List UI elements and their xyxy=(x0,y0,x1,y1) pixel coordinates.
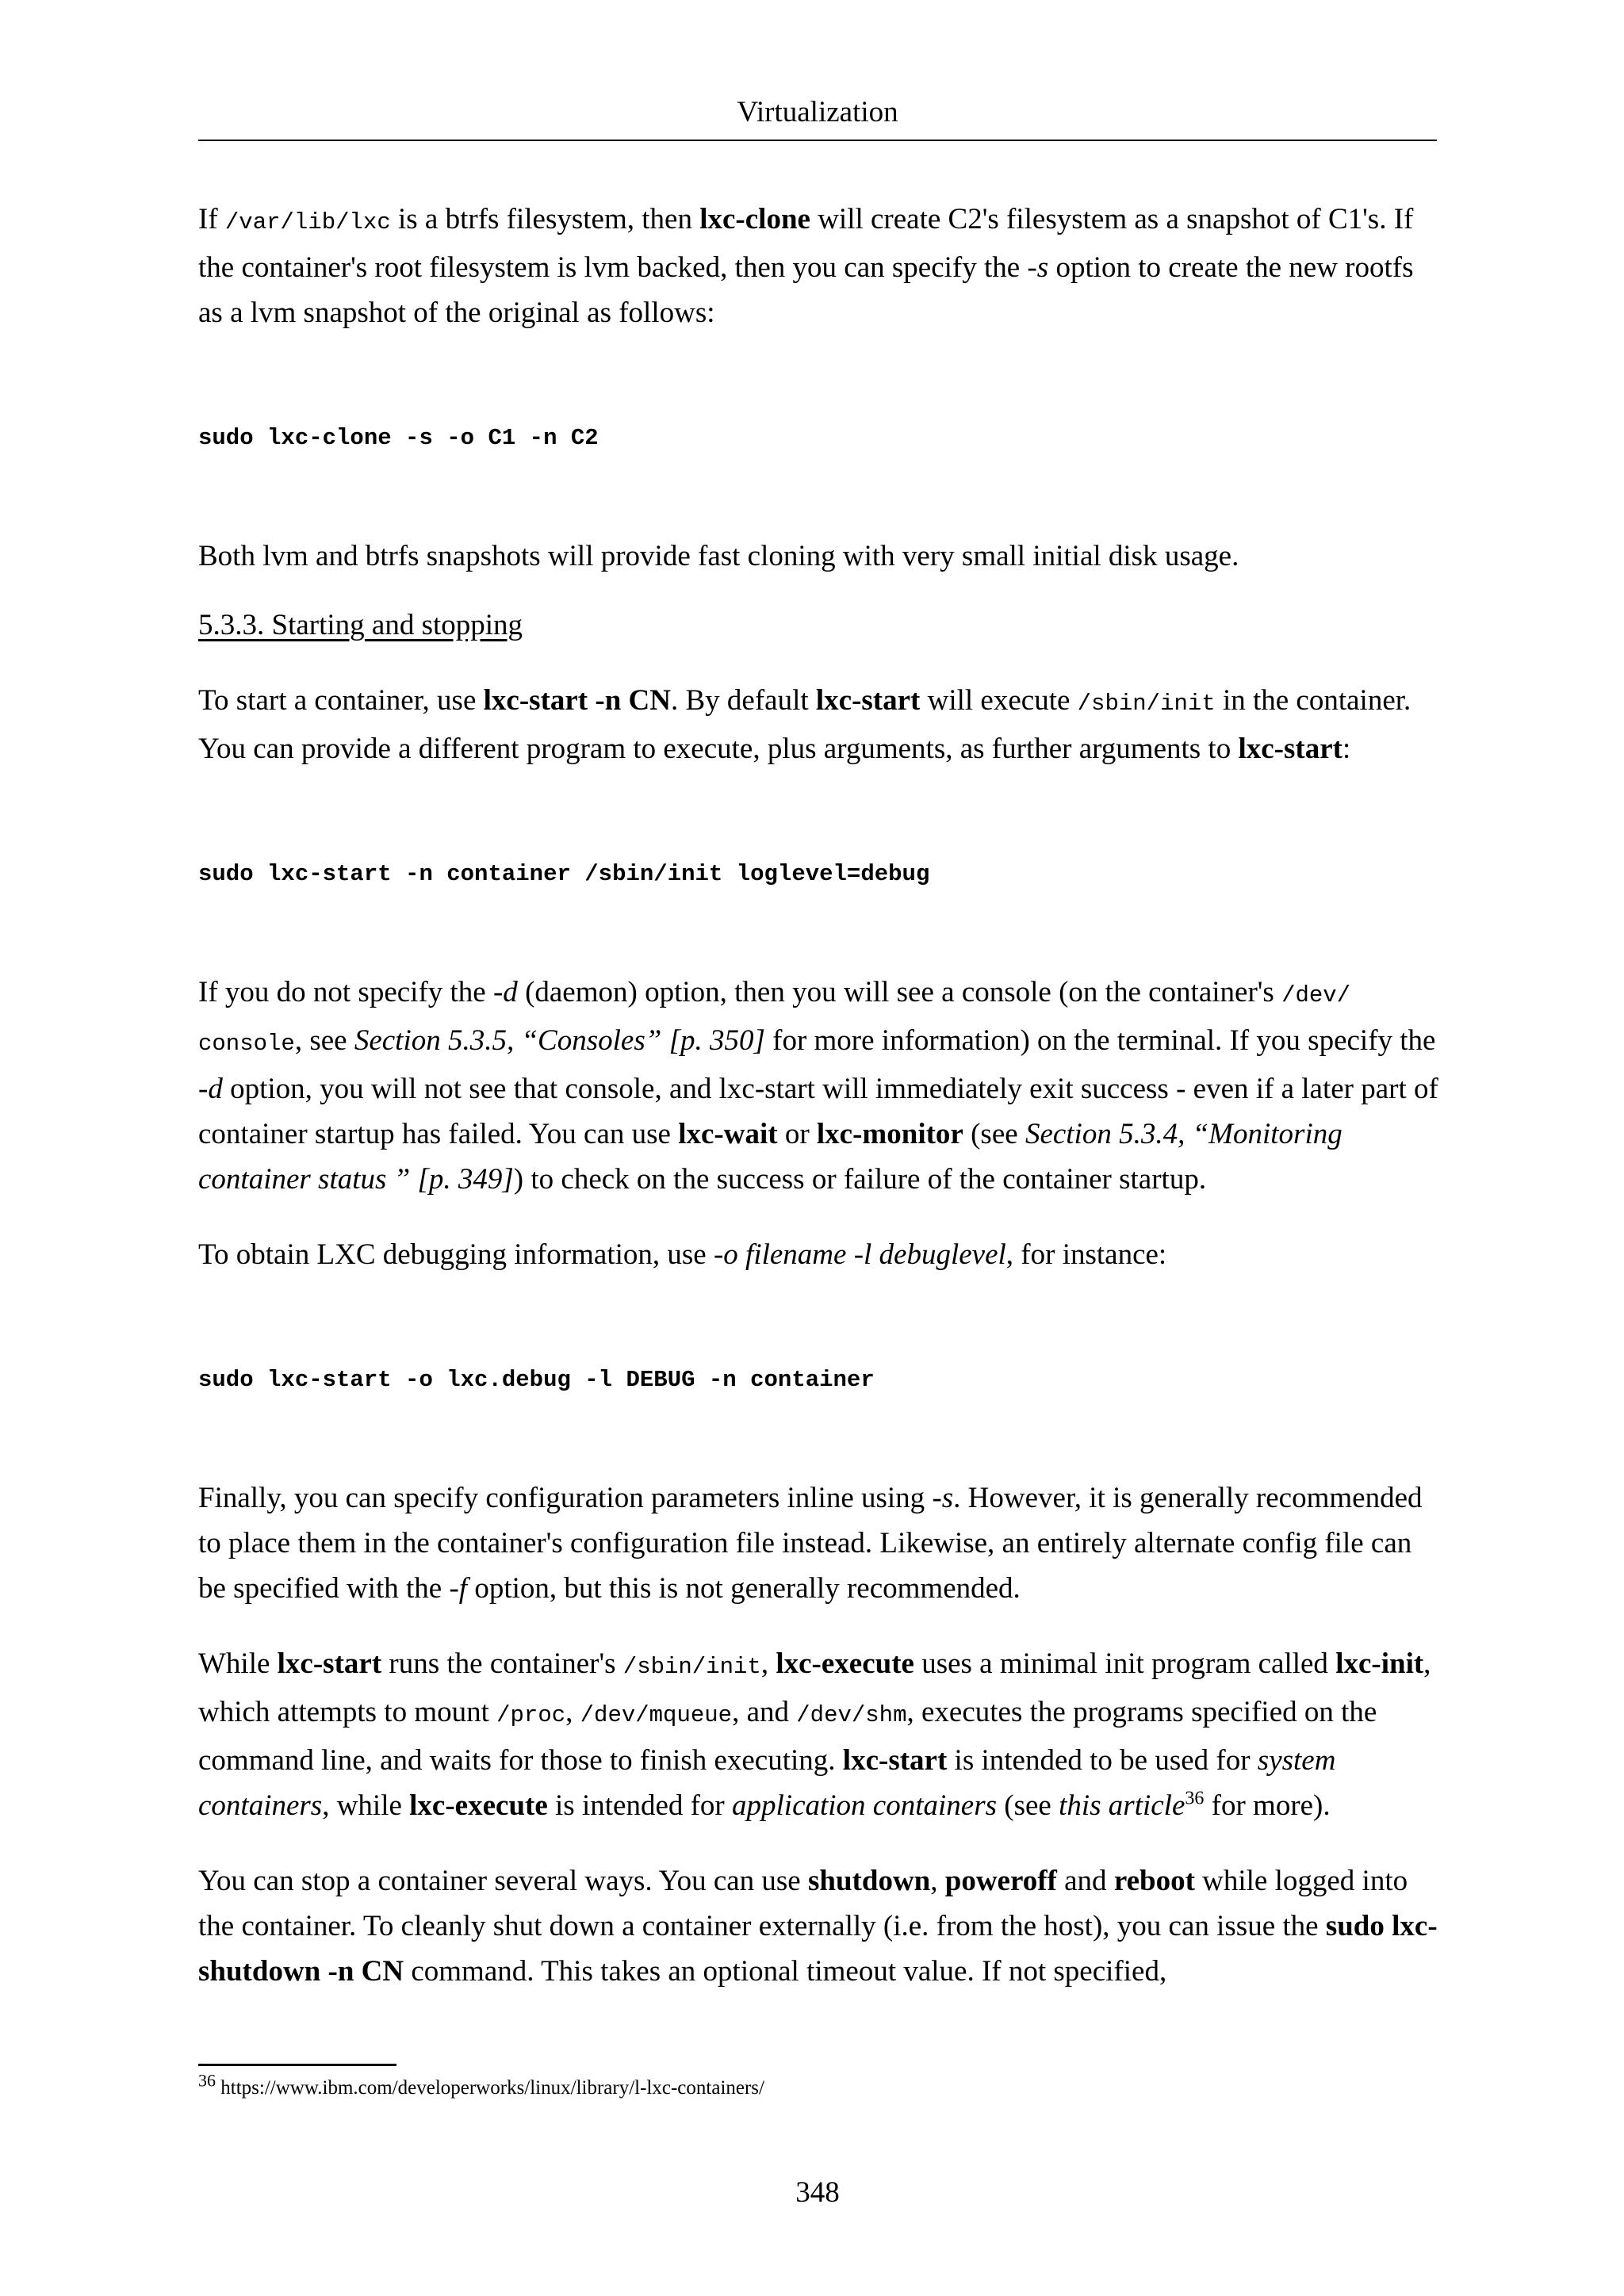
command-lxc-start-n-cn: lxc-start -n CN xyxy=(483,684,671,717)
term-application-containers: application containers xyxy=(732,1789,998,1822)
path-dev-mqueue: /dev/mqueue xyxy=(580,1702,733,1728)
code-block-lxc-clone: sudo lxc-clone -s -o C1 -n C2 xyxy=(198,425,599,451)
paragraph-snapshots: Both lvm and btrfs snapshots will provide fast cloning with very small initial disk usage. xyxy=(198,540,1239,572)
command-lxc-start-4: lxc-start xyxy=(842,1744,948,1777)
cross-reference-consoles[interactable]: Section 5.3.5, “Consoles” [p. 350] xyxy=(354,1024,765,1057)
command-lxc-clone: lxc-clone xyxy=(699,203,810,235)
paragraph-daemon-option: If you do not specify the -d (daemon) option, then you will see a console (on the container's /dev/ console, see Section 5.3.5, “Consoles” [p. 350] for more information) on the terminal. If you specify the -d option, you will not see that console, and lxc-start will immediately exit success - even if a later part of container startup has failed. You can use lxc-wait or lxc-monitor (see Section 5.3.4, “Monitoring container status ” [p. 349]) to check on the success or failure of the container startup. xyxy=(198,976,1438,1196)
command-lxc-start-3: lxc-start xyxy=(277,1647,382,1680)
section-heading-starting-stopping: 5.3.3. Starting and stopping xyxy=(198,609,523,641)
running-header: Virtualization xyxy=(198,95,1437,141)
path-sbin-init: /sbin/init xyxy=(1077,691,1216,717)
command-lxc-monitor: lxc-monitor xyxy=(816,1118,963,1150)
command-poweroff: poweroff xyxy=(944,1865,1057,1897)
footnote-marker[interactable]: 36 xyxy=(1185,1788,1205,1809)
paragraph-lxc-start: To start a container, use lxc-start -n CN. By default lxc-start will execute /sbin/init in the container. You can provide a different program to execute, plus arguments, as further arguments to lxc-start: xyxy=(198,684,1411,765)
command-lxc-init: lxc-init xyxy=(1335,1647,1424,1680)
path-dev-console: /dev/ console xyxy=(198,982,1351,1057)
option-debug-flags: -o filename -l debuglevel xyxy=(713,1238,1006,1271)
option-s-inline: -s xyxy=(932,1482,954,1514)
paragraph-lxc-clone-snapshot: If /var/lib/lxc is a btrfs filesystem, then lxc-clone will create C2's filesystem as a snapshot of C1's. If the container's root filesystem is lvm backed, then you can specify the -s option to create the new rootfs as a lvm snapshot of the original as follows: xyxy=(198,203,1414,329)
option-s: -s xyxy=(1027,251,1049,284)
cross-reference-monitoring[interactable]: Section 5.3.4, “Monitoring container status ” [p. 349] xyxy=(198,1118,1342,1196)
path-dev-shm: /dev/shm xyxy=(796,1702,907,1728)
command-lxc-start-2: lxc-start xyxy=(1238,733,1342,765)
command-lxc-start: lxc-start xyxy=(815,684,921,717)
link-this-article[interactable]: this article xyxy=(1059,1789,1185,1822)
command-lxc-execute-2: lxc-execute xyxy=(409,1789,548,1822)
option-f: -f xyxy=(449,1572,468,1605)
footnote-url[interactable]: https://www.ibm.com/developerworks/linux/library/l-lxc-containers/ xyxy=(220,2077,764,2099)
code-block-lxc-start-logfile: sudo lxc-start -o lxc.debug -l DEBUG -n container xyxy=(198,1367,875,1393)
page-body xyxy=(198,197,1443,1994)
page-number: 348 xyxy=(795,2176,840,2209)
path-sbin-init-2: /sbin/init xyxy=(622,1654,761,1680)
command-lxc-wait: lxc-wait xyxy=(678,1118,778,1150)
footnote-divider xyxy=(198,2064,396,2066)
paragraph-lxc-execute: While lxc-start runs the container's /sbin/init, lxc-execute uses a minimal init program called lxc-init, which attempts to mount /proc, /dev/mqueue, and /dev/shm, executes the programs specified on the command line, and waits for those to finish executing. lxc-start is intended to be used for system containers, while lxc-execute is intended for application containers (see this article$^{36}$ for more). xyxy=(198,1647,1431,1822)
command-lxc-execute: lxc-execute xyxy=(776,1647,914,1680)
option-d-2: -d xyxy=(198,1073,223,1105)
command-lxc-shutdown: sudo lxc-shutdown -n CN xyxy=(198,1910,1438,1988)
paragraph-inline-config: Finally, you can specify configuration parameters inline using -s. However, it is generally recommended to place them in the container's configuration file instead. Likewise, an entirely alternate config file can be specified with the -f option, but this is not generally recommended. xyxy=(198,1482,1423,1605)
paragraph-stopping: You can stop a container several ways. You can use shutdown, poweroff and reboot while logged into the container. To cleanly shut down a container externally (i.e. from the host), you can issue the sudo lxc-shutdown -n CN command. This takes an optional timeout value. If not specified, xyxy=(198,1865,1438,1988)
footnote xyxy=(198,2070,764,2102)
path-proc: /proc xyxy=(496,1702,566,1728)
footnote-number: 36 xyxy=(198,2070,216,2091)
paragraph-debugging: To obtain LXC debugging information, use -o filename -l debuglevel, for instance: xyxy=(198,1238,1167,1271)
option-d: -d xyxy=(492,976,518,1008)
code-block-lxc-start-debug: sudo lxc-start -n container /sbin/init loglevel=debug xyxy=(198,861,930,887)
term-system-containers: system containers xyxy=(198,1744,1336,1822)
command-shutdown: shutdown xyxy=(807,1865,931,1897)
path-var-lib-lxc: /var/lib/lxc xyxy=(224,209,391,235)
command-reboot: reboot xyxy=(1113,1865,1195,1897)
